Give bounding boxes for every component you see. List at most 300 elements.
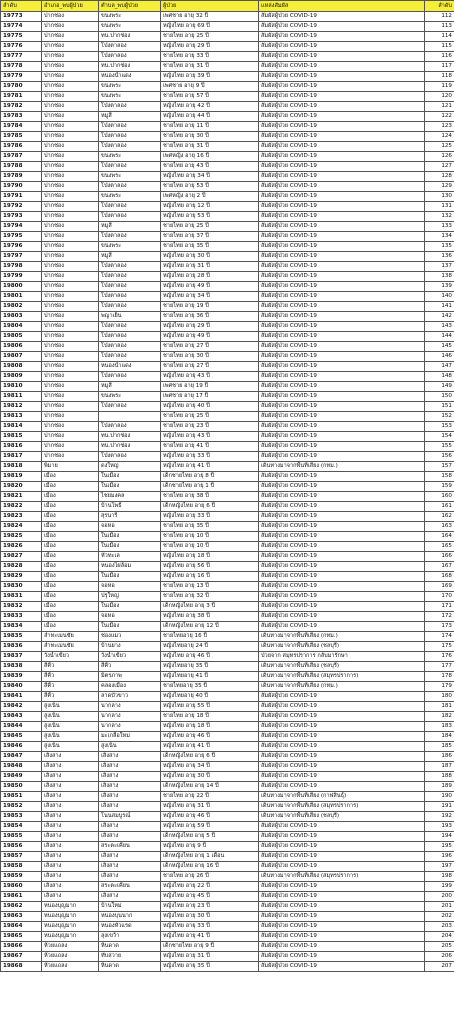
cell-sequence: 120 [425,92,454,102]
header-patient: ผู้ป่วย [161,1,259,12]
cell-patient: ชายไทย อายุ 35 ปี [161,242,259,252]
cell-exposure-source: เดินทางมาจากพื้นที่เสี่ยง (กทม.) [259,462,425,472]
cell-subdistrict: หัวทะเล [99,552,161,562]
cell-subdistrict: โป่งตาลอง [99,132,161,142]
cell-exposure-source: สัมผัสผู้ป่วย COVID-19 [259,512,425,522]
table-row [1,962,454,972]
cell-exposure-source: สัมผัสผู้ป่วย COVID-19 [259,322,425,332]
cell-case-number: 19862 [1,902,42,912]
cell-case-number: 19812 [1,402,42,412]
cell-exposure-source: สัมผัสผู้ป่วย COVID-19 [259,912,425,922]
cell-patient: หญิงไทย อายุ 33 ปี [161,452,259,462]
cell-patient: ชายไทย อายุ 31 ปี [161,142,259,152]
cell-subdistrict: โป่งตาลอง [99,52,161,62]
cell-sequence: 180 [425,692,454,702]
cell-sequence: 206 [425,952,454,962]
cell-exposure-source: เดินทางมาจากพื้นที่เสี่ยง (กทม.) [259,682,425,692]
cell-case-number: 19782 [1,102,42,112]
cell-case-number: 19793 [1,212,42,222]
cell-case-number: 19776 [1,42,42,52]
cell-case-number: 19811 [1,392,42,402]
cell-district: เสิงสาง [42,832,99,842]
cell-exposure-source: เดินทางมาจากพื้นที่เสี่ยง (ชลบุรี) [259,642,425,652]
cell-sequence: 133 [425,222,454,232]
cell-sequence: 131 [425,202,454,212]
cell-patient: หญิงไทย อายุ 30 ปี [161,252,259,262]
cell-case-number: 19815 [1,432,42,442]
cell-district: ปากช่อง [42,422,99,432]
table-row [1,742,454,752]
cell-sequence: 130 [425,192,454,202]
cell-subdistrict: สูงเนิน [99,742,161,752]
cell-district: เสิงสาง [42,842,99,852]
cell-patient: ชายไทย อายุ 30 ปี [161,352,259,362]
cell-exposure-source: สัมผัสผู้ป่วย COVID-19 [259,612,425,622]
cell-district: ปากช่อง [42,412,99,422]
cell-subdistrict: นากลาง [99,702,161,712]
cell-subdistrict: โป่งตาลอง [99,232,161,242]
cell-case-number: 19816 [1,442,42,452]
cell-case-number: 19847 [1,752,42,762]
cell-case-number: 19860 [1,882,42,892]
header-sequence: ลำดับ [425,1,454,12]
cell-patient: หญิงไทย อายุ 41 ปี [161,462,259,472]
cell-exposure-source: สัมผัสผู้ป่วย COVID-19 [259,72,425,82]
cell-district: สูงเนิน [42,742,99,752]
cell-subdistrict: โป่งตาลอง [99,142,161,152]
cell-patient: ชายไทยอายุ 16 ปี [161,632,259,642]
cell-subdistrict: ขนงพระ [99,92,161,102]
cell-district: วังน้ำเขียว [42,652,99,662]
cell-sequence: 147 [425,362,454,372]
cell-exposure-source: สัมผัสผู้ป่วย COVID-19 [259,892,425,902]
cell-subdistrict: จอหอ [99,582,161,592]
cell-case-number: 19795 [1,232,42,242]
cell-patient: ชายไทย อายุ 13 ปี [161,582,259,592]
cell-district: ปากช่อง [42,282,99,292]
cell-subdistrict: ขนงพระ [99,12,161,22]
cell-subdistrict: ทน.ปากช่อง [99,62,161,72]
cell-case-number: 19794 [1,222,42,232]
cell-sequence: 119 [425,82,454,92]
cell-subdistrict: หนองน้ำแดง [99,72,161,82]
cell-sequence: 177 [425,662,454,672]
cell-subdistrict: โป่งตาลอง [99,122,161,132]
cell-subdistrict: โป่งตาลอง [99,42,161,52]
cell-sequence: 126 [425,152,454,162]
cell-exposure-source: เดินทางมาจากพื้นที่เสี่ยง (สมุทรปราการ) [259,802,425,812]
cell-patient: ชายไทย อายุ 33 ปี [161,52,259,62]
cell-district: ปากช่อง [42,132,99,142]
table-row [1,462,454,472]
cell-district: ปากช่อง [42,262,99,272]
cell-sequence: 178 [425,672,454,682]
cell-sequence: 172 [425,612,454,622]
header-district: อำเภอ_พบผู้ป่วย [42,1,99,12]
table-row [1,832,454,842]
cell-patient: หญิงไทย อายุ 28 ปี [161,272,259,282]
cell-exposure-source: สัมผัสผู้ป่วย COVID-19 [259,142,425,152]
cell-patient: หญิงไทย อายุ 42 ปี [161,102,259,112]
cell-patient: หญิงไทย อายุ 9 ปี [161,842,259,852]
cell-case-number: 19797 [1,252,42,262]
cell-subdistrict: หนองหัวแรด [99,922,161,932]
cell-subdistrict: โป่งตาลอง [99,272,161,282]
cell-patient: ชายไทย อายุ 41 ปี [161,442,259,452]
cell-exposure-source: เดินทางมาจากพื้นที่เสี่ยง (กาฬสินธุ์) [259,792,425,802]
cell-exposure-source: สัมผัสผู้ป่วย COVID-19 [259,532,425,542]
cell-subdistrict: สระตะเคียน [99,882,161,892]
cell-subdistrict: โนนสมบูรณ์ [99,812,161,822]
cell-exposure-source: สัมผัสผู้ป่วย COVID-19 [259,592,425,602]
cell-case-number: 19822 [1,502,42,512]
cell-subdistrict: โป่งตาลอง [99,202,161,212]
cell-exposure-source: สัมผัสผู้ป่วย COVID-19 [259,312,425,322]
table-row [1,782,454,792]
cell-subdistrict: จอหอ [99,522,161,532]
cell-case-number: 19814 [1,422,42,432]
cell-exposure-source: สัมผัสผู้ป่วย COVID-19 [259,152,425,162]
cell-exposure-source: สัมผัสผู้ป่วย COVID-19 [259,852,425,862]
cell-subdistrict [99,412,161,422]
cell-sequence: 174 [425,632,454,642]
header-row [1,1,454,12]
cell-district: ปากช่อง [42,212,99,222]
cell-exposure-source: สัมผัสผู้ป่วย COVID-19 [259,22,425,32]
cell-subdistrict: วังน้ำเขียว [99,652,161,662]
cell-sequence: 157 [425,462,454,472]
cell-case-number: 19803 [1,312,42,322]
cell-subdistrict: คลองเมือง [99,682,161,692]
cell-subdistrict: บ้านโพธิ์ [99,502,161,512]
cell-exposure-source: สัมผัสผู้ป่วย COVID-19 [259,62,425,72]
table-row [1,472,454,482]
cell-exposure-source: สัมผัสผู้ป่วย COVID-19 [259,372,425,382]
cell-exposure-source: เดินทางมาจากพื้นที่เสี่ยง (ชลบุรี) [259,812,425,822]
cell-exposure-source: เดินทางมาจากพื้นที่เสี่ยง (สมุทรปราการ) [259,872,425,882]
cell-case-number: 19850 [1,782,42,792]
table-row [1,162,454,172]
cell-patient: หญิงไทย อายุ 34 ปี [161,172,259,182]
cell-exposure-source: เดินทางมาจากพื้นที่เสี่ยง (ชลบุรี) [259,662,425,672]
cell-exposure-source: สัมผัสผู้ป่วย COVID-19 [259,162,425,172]
cell-sequence: 173 [425,622,454,632]
cell-sequence: 142 [425,312,454,322]
table-row [1,482,454,492]
cell-exposure-source: สัมผัสผู้ป่วย COVID-19 [259,782,425,792]
table-row [1,92,454,102]
cell-patient: ชายไทย อายุ 27 ปี [161,362,259,372]
table-row [1,542,454,552]
table-row [1,862,454,872]
table-row [1,672,454,682]
header-subdistrict: ตำบล_พบผู้ป่วย [99,1,161,12]
cell-district: ปากช่อง [42,102,99,112]
table-row [1,532,454,542]
cell-sequence: 155 [425,442,454,452]
cell-district: ปากช่อง [42,242,99,252]
cell-patient: เด็กหญิงไทย อายุ 6 ปี [161,752,259,762]
cell-case-number: 19820 [1,482,42,492]
cell-exposure-source: สัมผัสผู้ป่วย COVID-19 [259,252,425,262]
cell-district: ห้วยแถลง [42,952,99,962]
cell-sequence: 204 [425,932,454,942]
table-row [1,332,454,342]
cell-case-number: 19834 [1,622,42,632]
table-row [1,152,454,162]
cell-case-number: 19824 [1,522,42,532]
cell-subdistrict: โป่งตาลอง [99,262,161,272]
cell-subdistrict: ในเมือง [99,532,161,542]
cell-sequence: 196 [425,852,454,862]
cell-sequence: 184 [425,732,454,742]
cell-sequence: 200 [425,892,454,902]
cell-case-number: 19789 [1,172,42,182]
cell-subdistrict: โป่งตาลอง [99,422,161,432]
cell-district: ปากช่อง [42,22,99,32]
cell-case-number: 19845 [1,732,42,742]
cell-case-number: 19839 [1,672,42,682]
cell-case-number: 19864 [1,922,42,932]
cell-subdistrict: หมูสี [99,252,161,262]
cell-case-number: 19838 [1,662,42,672]
table-row [1,802,454,812]
cell-district: หนองบุญมาก [42,922,99,932]
cell-district: ปากช่อง [42,82,99,92]
table-row [1,572,454,582]
table-row [1,52,454,62]
cell-subdistrict: ในเมือง [99,472,161,482]
table-row [1,582,454,592]
cell-subdistrict: โป่งตาลอง [99,332,161,342]
cell-sequence: 127 [425,162,454,172]
table-row [1,362,454,372]
table-row [1,562,454,572]
cell-case-number: 19836 [1,642,42,652]
cell-case-number: 19841 [1,692,42,702]
cell-subdistrict: ขนงพระ [99,22,161,32]
table-row [1,732,454,742]
cell-patient: ชายไทย อายุ 53 ปี [161,182,259,192]
cell-patient: หญิงไทย อายุ 69 ปี [161,22,259,32]
cell-subdistrict: โป่งตาลอง [99,102,161,112]
cell-subdistrict: โป่งตาลอง [99,402,161,412]
cell-case-number: 19806 [1,342,42,352]
cell-sequence: 160 [425,492,454,502]
cell-exposure-source: สัมผัสผู้ป่วย COVID-19 [259,122,425,132]
cell-district: สูงเนิน [42,702,99,712]
cell-district: เสิงสาง [42,862,99,872]
cell-patient: หญิงไทยอายุ 40 ปี [161,692,259,702]
cell-patient: เด็กหญิงไทย อายุ 14 ปี [161,782,259,792]
cell-exposure-source: สัมผัสผู้ป่วย COVID-19 [259,212,425,222]
cell-case-number: 19867 [1,952,42,962]
table-row [1,262,454,272]
cell-exposure-source: สัมผัสผู้ป่วย COVID-19 [259,602,425,612]
cell-district: เมือง [42,502,99,512]
cell-case-number: 19809 [1,372,42,382]
cell-district: ห้วยแถลง [42,962,99,972]
cell-patient: เด็กหญิงไทย อายุ 1 เดือน [161,852,259,862]
cell-exposure-source: สัมผัสผู้ป่วย COVID-19 [259,542,425,552]
cell-patient: หญิงไทย อายุ 12 ปี [161,202,259,212]
cell-patient: หญิงไทย อายุ 46 ปี [161,732,259,742]
cell-patient: หญิงไทย อายุ 29 ปี [161,322,259,332]
table-row [1,192,454,202]
cell-subdistrict: หนองบุนนาก [99,912,161,922]
cell-exposure-source: สัมผัสผู้ป่วย COVID-19 [259,192,425,202]
table-row [1,682,454,692]
cell-patient: หญิงไทย อายุ 59 ปี [161,822,259,832]
cell-case-number: 19780 [1,82,42,92]
cell-sequence: 148 [425,372,454,382]
table-row [1,722,454,732]
cell-subdistrict: เสิงสาง [99,852,161,862]
cell-patient: หญิงไทย อายุ 34 ปี [161,762,259,772]
cell-case-number: 19861 [1,892,42,902]
header-exposure-source: แหล่งสัมผัส [259,1,425,12]
cell-sequence: 193 [425,822,454,832]
cell-patient: หญิงไทย อายุ 23 ปี [161,902,259,912]
cell-district: ปากช่อง [42,172,99,182]
cell-case-number: 19842 [1,702,42,712]
cell-patient: ชายไทย อายุ 35 ปี [161,522,259,532]
cell-subdistrict: โป่งตาลอง [99,372,161,382]
cell-patient: ชายไทย อายุ 30 ปี [161,132,259,142]
cell-sequence: 207 [425,962,454,972]
cell-district: เสิงสาง [42,782,99,792]
cell-patient: หญิงไทย อายุ 46 ปี [161,812,259,822]
cell-sequence: 188 [425,772,454,782]
cell-case-number: 19840 [1,682,42,692]
table-row [1,342,454,352]
cell-district: ปากช่อง [42,252,99,262]
cell-patient: เพศชาย อายุ 9 ปี [161,82,259,92]
cell-sequence: 161 [425,502,454,512]
cell-case-number: 19798 [1,262,42,272]
table-row [1,352,454,362]
cell-subdistrict: ในเมือง [99,572,161,582]
cell-case-number: 19818 [1,462,42,472]
cell-subdistrict: นากลาง [99,722,161,732]
cell-patient: เด็กหญิงไทย อายุ 16 ปี [161,862,259,872]
cell-patient: หญิงไทย อายุ 31 ปี [161,952,259,962]
cell-exposure-source: สัมผัสผู้ป่วย COVID-19 [259,692,425,702]
cell-subdistrict: โป่งตาลอง [99,452,161,462]
cell-patient: ชายไทยอายุ 35 ปี [161,682,259,692]
cell-exposure-source: สัมผัสผู้ป่วย COVID-19 [259,42,425,52]
cell-subdistrict: บ้านใหม่ [99,902,161,912]
cell-district: เสิงสาง [42,882,99,892]
table-row [1,872,454,882]
table-row [1,302,454,312]
cell-district: เสิงสาง [42,772,99,782]
table-row [1,232,454,242]
cell-exposure-source: สัมผัสผู้ป่วย COVID-19 [259,832,425,842]
cell-case-number: 19791 [1,192,42,202]
cell-district: ปากช่อง [42,382,99,392]
cell-sequence: 197 [425,862,454,872]
cell-sequence: 175 [425,642,454,652]
cell-exposure-source: สัมผัสผู้ป่วย COVID-19 [259,482,425,492]
cell-case-number: 19779 [1,72,42,82]
cell-district: เมือง [42,542,99,552]
cell-sequence: 139 [425,282,454,292]
cell-sequence: 115 [425,42,454,52]
cell-district: ปากช่อง [42,112,99,122]
table-row [1,312,454,322]
cell-sequence: 145 [425,342,454,352]
cell-sequence: 150 [425,392,454,402]
cell-case-number: 19851 [1,792,42,802]
cell-case-number: 19778 [1,62,42,72]
cell-case-number: 19859 [1,872,42,882]
cell-patient: หญิงไทย อายุ 49 ปี [161,282,259,292]
cell-patient: หญิงไทยอายุ 35 ปี [161,662,259,672]
table-row [1,552,454,562]
table-row [1,322,454,332]
cell-patient: ชายไทย อายุ 27 ปี [161,342,259,352]
table-row [1,712,454,722]
cell-exposure-source: สัมผัสผู้ป่วย COVID-19 [259,842,425,852]
cell-case-number: 19832 [1,602,42,612]
cell-sequence: 162 [425,512,454,522]
cell-district: เมือง [42,492,99,502]
cell-patient: ชายไทย อายุ 43 ปี [161,162,259,172]
cell-sequence: 181 [425,702,454,712]
cell-district: เสิงสาง [42,792,99,802]
cell-exposure-source: สัมผัสผู้ป่วย COVID-19 [259,182,425,192]
cell-exposure-source: สัมผัสผู้ป่วย COVID-19 [259,132,425,142]
table-row [1,32,454,42]
cell-exposure-source: สัมผัสผู้ป่วย COVID-19 [259,922,425,932]
cell-district: ลำทะเมนชัย [42,642,99,652]
cell-subdistrict: หมูสี [99,382,161,392]
cell-case-number: 19787 [1,152,42,162]
cell-exposure-source: สัมผัสผู้ป่วย COVID-19 [259,582,425,592]
cell-case-number: 19788 [1,162,42,172]
cell-subdistrict: เสิงสาง [99,802,161,812]
cell-case-number: 19831 [1,592,42,602]
cell-district: เมือง [42,602,99,612]
cell-sequence: 176 [425,652,454,662]
cell-patient: หญิงไทย อายุ 30 ปี [161,912,259,922]
table-row [1,202,454,212]
cell-case-number: 19801 [1,292,42,302]
cell-patient: หญิงไทย อายุ 31 ปี [161,262,259,272]
cell-subdistrict: โป่งตาลอง [99,322,161,332]
cell-case-number: 19829 [1,572,42,582]
cell-exposure-source: สัมผัสผู้ป่วย COVID-19 [259,932,425,942]
cell-district: สีคิ้ว [42,682,99,692]
cell-subdistrict: ในเมือง [99,622,161,632]
cell-exposure-source: เดินทางมาจากพื้นที่เสี่ยง (กทม.) [259,632,425,642]
cell-subdistrict: ในเมือง [99,542,161,552]
cell-sequence: 163 [425,522,454,532]
cell-district: เมือง [42,522,99,532]
cell-district: พิมาย [42,462,99,472]
cell-patient: เด็กหญิงไทย อายุ 6 ปี [161,502,259,512]
table-row [1,492,454,502]
cell-sequence: 194 [425,832,454,842]
cell-sequence: 129 [425,182,454,192]
cell-district: ปากช่อง [42,122,99,132]
cell-district: ปากช่อง [42,352,99,362]
table-row [1,792,454,802]
cell-district: ลำทะเมนชัย [42,632,99,642]
cell-subdistrict: ขนงพระ [99,172,161,182]
cell-patient: หญิงไทย อายุ 56 ปี [161,562,259,572]
